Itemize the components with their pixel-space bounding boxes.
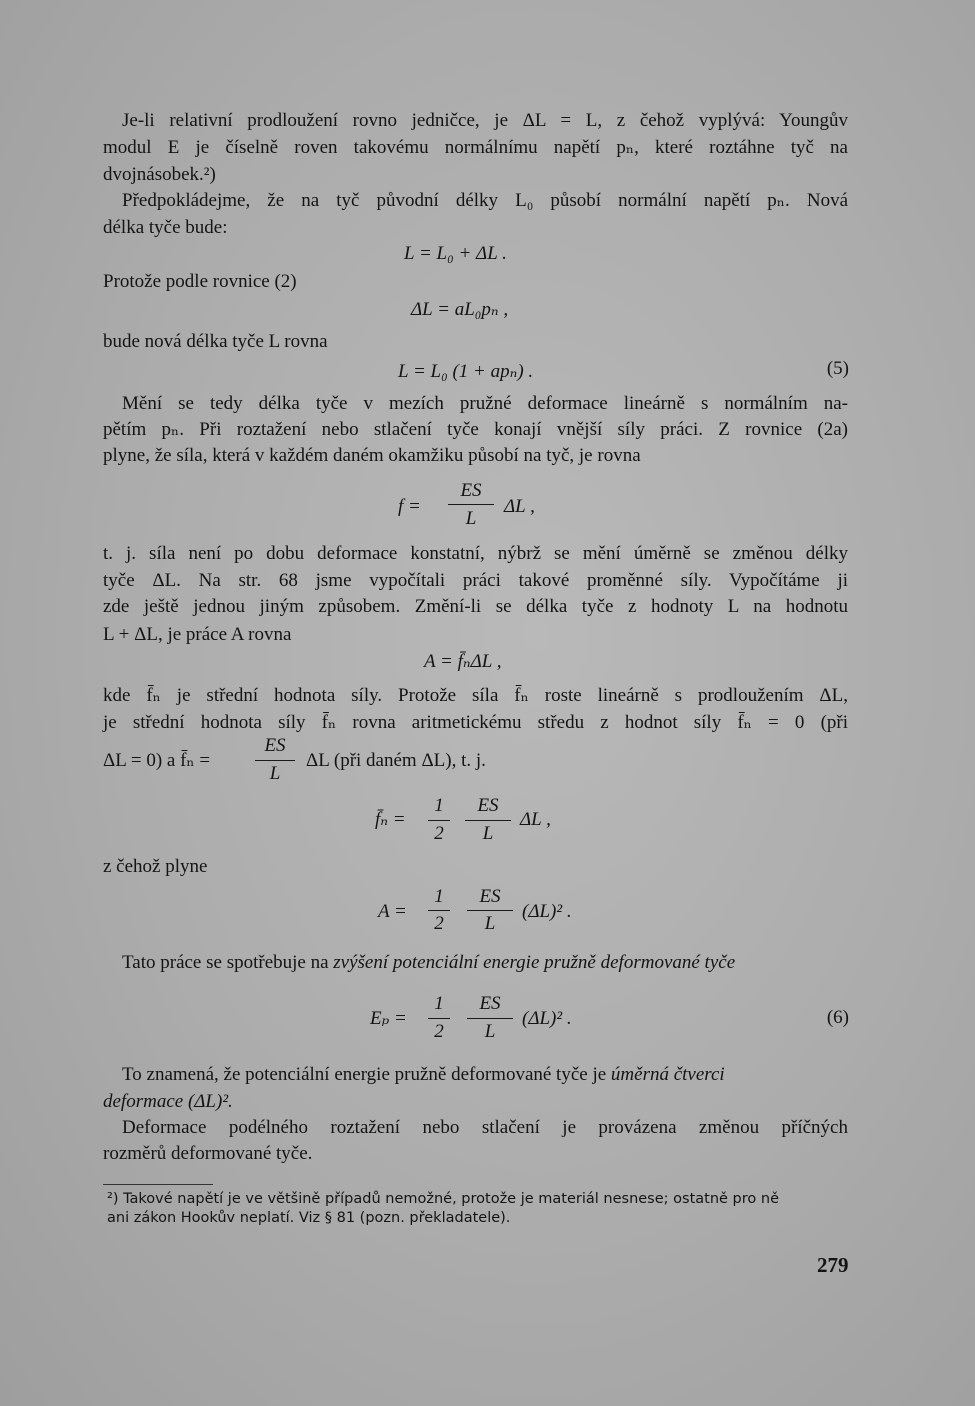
equation-6-rhs: (ΔL)² . [522, 1008, 572, 1029]
equation-mean-force-lhs: f̄ₙ = [375, 809, 406, 830]
fraction-bar [467, 1018, 513, 1019]
fraction-numerator: ES [479, 886, 501, 907]
text-line: zde ještě jednou jiným způsobem. Změní-li se délka tyče z hodnoty L na hodnotu [103, 596, 848, 617]
text-line: deformace (ΔL)². [103, 1091, 233, 1112]
fraction-numerator: ES [460, 480, 482, 501]
fraction-numerator: ES [477, 795, 499, 816]
text-line: délka tyče bude: [103, 217, 228, 238]
footnote-line: ani zákon Hookův neplatí. Viz § 81 (pozn. překladatele). [107, 1210, 511, 1226]
equation-length: L = L₀ + ΔL . [404, 243, 507, 264]
page-number: 279 [817, 1253, 849, 1277]
equation-work-2-rhs: (ΔL)² . [522, 901, 572, 922]
fraction-bar [428, 910, 450, 911]
fraction-denominator: L [484, 913, 496, 934]
text-run: Tato práce se spotřebuje na [122, 952, 334, 973]
fraction-denominator: L [484, 1021, 496, 1042]
text-line: z čehož plyne [103, 856, 208, 877]
text-line: bude nová délka tyče L rovna [103, 331, 328, 352]
text-line: rozměrů deformované tyče. [103, 1143, 313, 1164]
fraction-bar [428, 1018, 450, 1019]
text-line: Protože podle rovnice (2) [103, 271, 297, 292]
equation-force-lhs: f = [398, 496, 421, 517]
text-line: L + ΔL, je práce A rovna [103, 624, 292, 645]
text-line: Mění se tedy délka tyče v mezích pružné deformace lineárně s normálním na- [122, 393, 848, 414]
fraction-bar [448, 504, 494, 505]
text-line [122, 1063, 848, 1087]
equation-mean-force-rhs: ΔL , [520, 809, 551, 830]
text-line: je střední hodnota síly f̄ₙ rovna aritmetickému středu z hodnot síly f̄ₙ = 0 (při [103, 712, 848, 733]
fraction-numerator: ES [264, 735, 286, 756]
footnote-line: ²) Takové napětí je ve většině případů nemožné, protože je materiál nesnese; ostatně pro ně [107, 1191, 779, 1207]
text-line: Je-li relativní prodloužení rovno jedničce, je ΔL = L, z čehož vyplývá: Youngův [122, 110, 848, 131]
fraction-denominator: L [465, 508, 477, 529]
text-line: Deformace podélného roztažení nebo stlačení je provázena změnou příčných [122, 1117, 848, 1138]
equation-number: (5) [826, 358, 849, 379]
text-line: ΔL = 0) a f̄ₙ = [103, 750, 211, 771]
fraction-numerator: 1 [434, 993, 444, 1014]
text-line: t. j. síla není po dobu deformace konstatní, nýbrž se mění úměrně se změnou délky [103, 543, 848, 564]
emphasis-run: zvýšení potenciální energie pružně deformované tyče [333, 952, 736, 973]
footnote-rule [103, 1184, 213, 1185]
text-line: tyče ΔL. Na str. 68 jsme vypočítali práci takové proměnné síly. Vypočítáme ji [103, 570, 848, 591]
fraction-bar [428, 820, 450, 821]
fraction-denominator: 2 [434, 1021, 444, 1042]
emphasis-run: úměrná čtverci [610, 1064, 725, 1085]
fraction-numerator: ES [479, 993, 501, 1014]
fraction-denominator: 2 [434, 913, 444, 934]
text-line: ΔL (při daném ΔL), t. j. [306, 750, 486, 771]
fraction-bar [255, 760, 295, 761]
text-line [122, 951, 848, 975]
fraction-denominator: L [269, 763, 281, 784]
equation-6-lhs: Eₚ = [370, 1008, 407, 1029]
fraction-numerator: 1 [434, 886, 444, 907]
text-line: plyne, že síla, která v každém daném okamžiku působí na tyč, je rovna [103, 445, 641, 466]
fraction-denominator: 2 [434, 823, 444, 844]
equation-work-2-lhs: A = [378, 901, 407, 922]
fraction-bar [465, 820, 511, 821]
text-line: modul E je číselně roven takovému normálnímu napětí pₙ, které roztáhne tyč na [103, 137, 848, 158]
text-run: To znamená, že potenciální energie pružně deformované tyče je [122, 1064, 611, 1085]
equation-5: L = L₀ (1 + apₙ) . [398, 361, 534, 382]
equation-force-rhs: ΔL , [504, 496, 535, 517]
equation-number: (6) [826, 1007, 849, 1028]
text-line: kde f̄ₙ je střední hodnota síly. Protože síla f̄ₙ roste lineárně s prodloužením ΔL, [103, 685, 848, 706]
fraction-numerator: 1 [434, 795, 444, 816]
equation-elongation: ΔL = aL₀pₙ , [411, 299, 509, 320]
text-line: dvojnásobek.²) [103, 164, 216, 185]
equation-work: A = f̄ₙΔL , [424, 651, 502, 672]
fraction-denominator: L [482, 823, 494, 844]
text-line: pětím pₙ. Při roztažení nebo stlačení tyče konají vnější síly práci. Z rovnice (2a) [103, 419, 848, 440]
fraction-bar [467, 910, 513, 911]
text-line: Předpokládejme, že na tyč původní délky L₀ působí normální napětí pₙ. Nová [122, 190, 848, 211]
